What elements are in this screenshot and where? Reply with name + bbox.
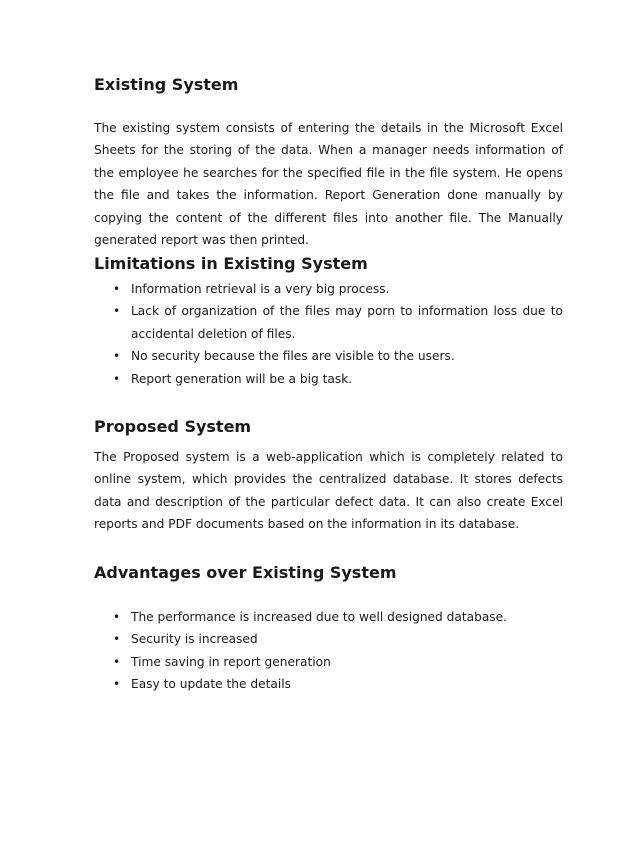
heading-existing-system: Existing System [94, 75, 239, 94]
bullet-icon: • [113, 654, 121, 669]
bullet-icon: • [113, 304, 121, 319]
list-item-text: No security because the files are visible to the users. [131, 349, 455, 364]
heading-advantages: Advantages over Existing System [94, 563, 397, 582]
paragraph-existing-system: The existing system consists of entering the details in the Microsoft Excel Sheets for the storing of the data. When a manager needs information of the employee he searches for the specified file in the file system. He opens the file and takes the information. Report Generation done manually by copying the content of the different files into another file. The Manually generated report was then printed. [94, 121, 563, 248]
advantages-list [94, 606, 563, 696]
list-item [94, 300, 563, 345]
list-item-text: Time saving in report generation [131, 654, 331, 669]
list-item-text: Security is increased [131, 632, 258, 647]
list-item-text: Easy to update the details [131, 677, 292, 692]
heading-proposed-system: Proposed System [94, 417, 252, 436]
list-item-text: Lack of organization of the files may porn to information loss due to accidental deletion of files. [131, 304, 563, 341]
bullet-icon: • [113, 282, 121, 296]
heading-limitations: Limitations in Existing System [94, 254, 368, 273]
list-item [94, 606, 563, 628]
bullet-icon: • [113, 610, 121, 624]
list-item [94, 368, 563, 390]
bullet-icon: • [113, 677, 121, 692]
paragraph-proposed-system: The Proposed system is a web-application which is completely related to online system, which provides the centralized database. It stores defects data and description of the particular defect data. It can also create Excel reports and PDF documents based on the information in its database. [94, 450, 563, 532]
bullet-icon: • [113, 371, 121, 386]
list-item [94, 345, 563, 367]
list-item [94, 673, 563, 695]
list-item-text: The performance is increased due to well designed database. [131, 610, 508, 624]
list-item-text: Report generation will be a big task. [131, 371, 353, 386]
limitations-list [94, 278, 563, 390]
bullet-icon: • [113, 632, 121, 647]
list-item [94, 278, 563, 300]
list-item [94, 651, 563, 673]
list-item [94, 628, 563, 650]
list-item-text: Information retrieval is a very big process. [131, 282, 390, 296]
bullet-icon: • [113, 349, 121, 364]
